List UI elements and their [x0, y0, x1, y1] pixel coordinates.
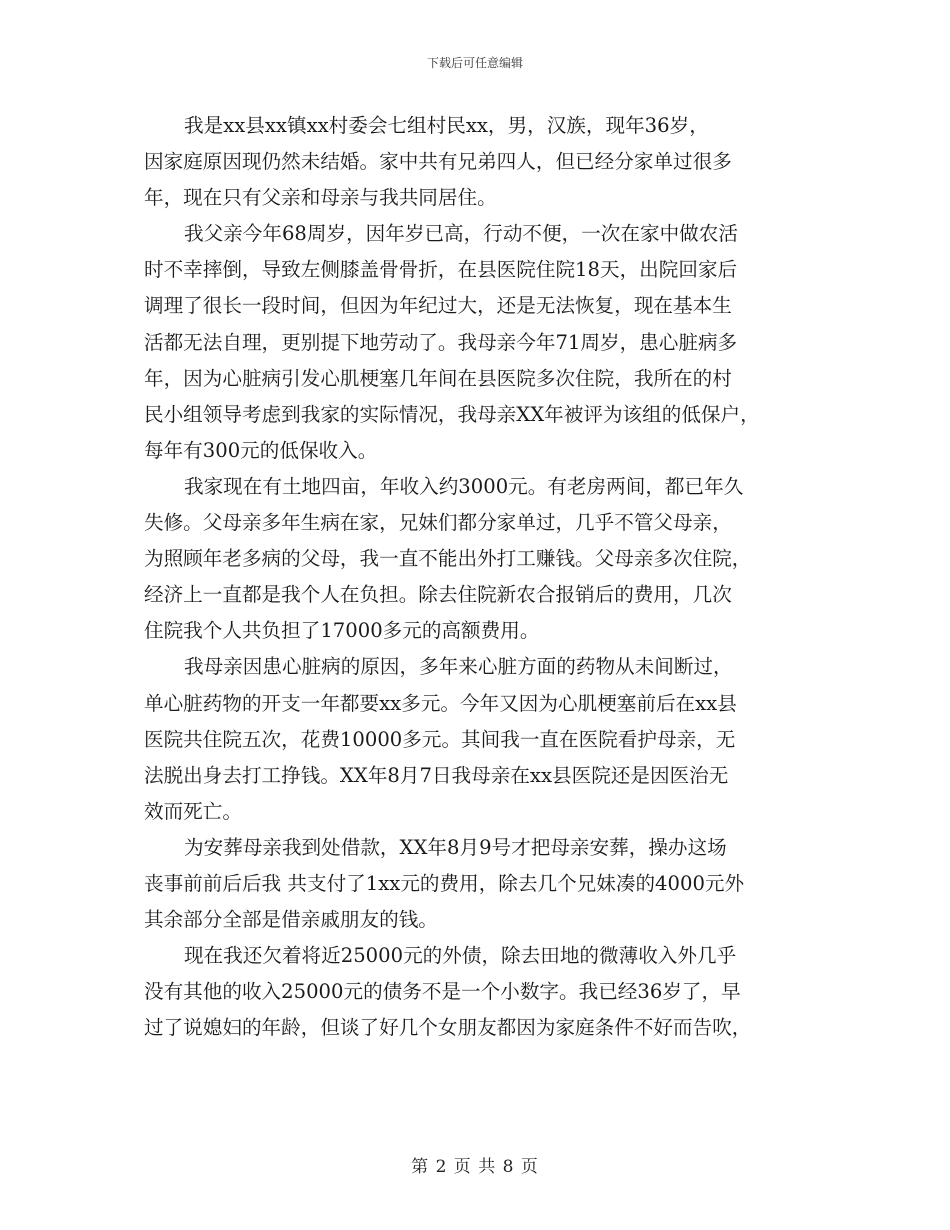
text-line: 失修。父母亲多年生病在家，兄妹们都分家单过，几乎不管父母亲，	[144, 511, 732, 535]
text-line: 年，现在只有父亲和母亲与我共同居住。	[144, 186, 497, 210]
text-line: 过了说媳妇的年龄，但谈了好几个女朋友都因为家庭条件不好而告吹，	[144, 1016, 752, 1040]
text-line: 时不幸摔倒，导致左侧膝盖骨骨折，在县医院住院18天，出院回家后	[144, 258, 738, 282]
text-line: 丧事前前后后我 共支付了1xx元的费用，除去几个兄妹凑的4000元外	[144, 871, 745, 895]
text-line: 法脱出身去打工挣钱。XX年8月7日我母亲在xx县医院还是因医治无	[144, 763, 729, 787]
text-line: 我父亲今年68周岁，因年岁已高，行动不便，一次在家中做农活	[184, 222, 738, 246]
document-body	[144, 108, 814, 1046]
text-line: 经济上一直都是我个人在负担。除去住院新农合报销后的费用，几次	[144, 583, 732, 607]
text-line: 单心脏药物的开支一年都要xx多元。今年又因为心肌梗塞前后在xx县	[144, 691, 737, 715]
text-line: 为照顾年老多病的父母，我一直不能出外打工赚钱。父母亲多次住院，	[144, 547, 752, 571]
text-line: 现在我还欠着将近25000元的外债，除去田地的微薄收入外几乎	[184, 944, 737, 968]
text-line: 为安葬母亲我到处借款，XX年8月9号才把母亲安葬，操办这场	[184, 835, 727, 859]
text-line: 没有其他的收入25000元的债务不是一个小数字。我已经36岁了，早	[144, 980, 741, 1004]
text-line: 效而死亡。	[144, 799, 242, 823]
text-line: 我家现在有土地四亩，年收入约3000元。有老房两间，都已年久	[184, 474, 744, 498]
text-line: 我是xx县xx镇xx村委会七组村民xx，男，汉族，现年36岁，	[184, 114, 709, 137]
text-line: 活都无法自理，更别提下地劳动了。我母亲今年71周岁，患心脏病多	[144, 330, 738, 354]
text-line: 年，因为心脏病引发心肌梗塞几年间在县医院多次住院，我所在的村	[144, 366, 732, 390]
page-number-footer: 第 2 页 共 8 页	[411, 1157, 539, 1177]
text-line: 调理了很长一段时间，但因为年纪过大，还是无法恢复，现在基本生	[144, 294, 732, 318]
text-line: 住院我个人共负担了17000多元的高额费用。	[144, 619, 540, 643]
text-line: 医院共住院五次，花费10000多元。其间我一直在医院看护母亲，无	[144, 727, 736, 751]
text-line: 其余部分全部是借亲戚朋友的钱。	[144, 908, 438, 932]
text-line: 每年有300元的低保收入。	[144, 438, 378, 462]
page-header: 下载后可任意编辑	[426, 56, 523, 70]
text-line: 民小组领导考虑到我家的实际情况，我母亲XX年被评为该组的低保户，	[144, 402, 760, 426]
text-line: 因家庭原因现仍然未结婚。家中共有兄弟四人，但已经分家单过很多	[144, 150, 732, 174]
text-line: 我母亲因患心脏病的原因，多年来心脏方面的药物从未间断过，	[184, 655, 733, 679]
